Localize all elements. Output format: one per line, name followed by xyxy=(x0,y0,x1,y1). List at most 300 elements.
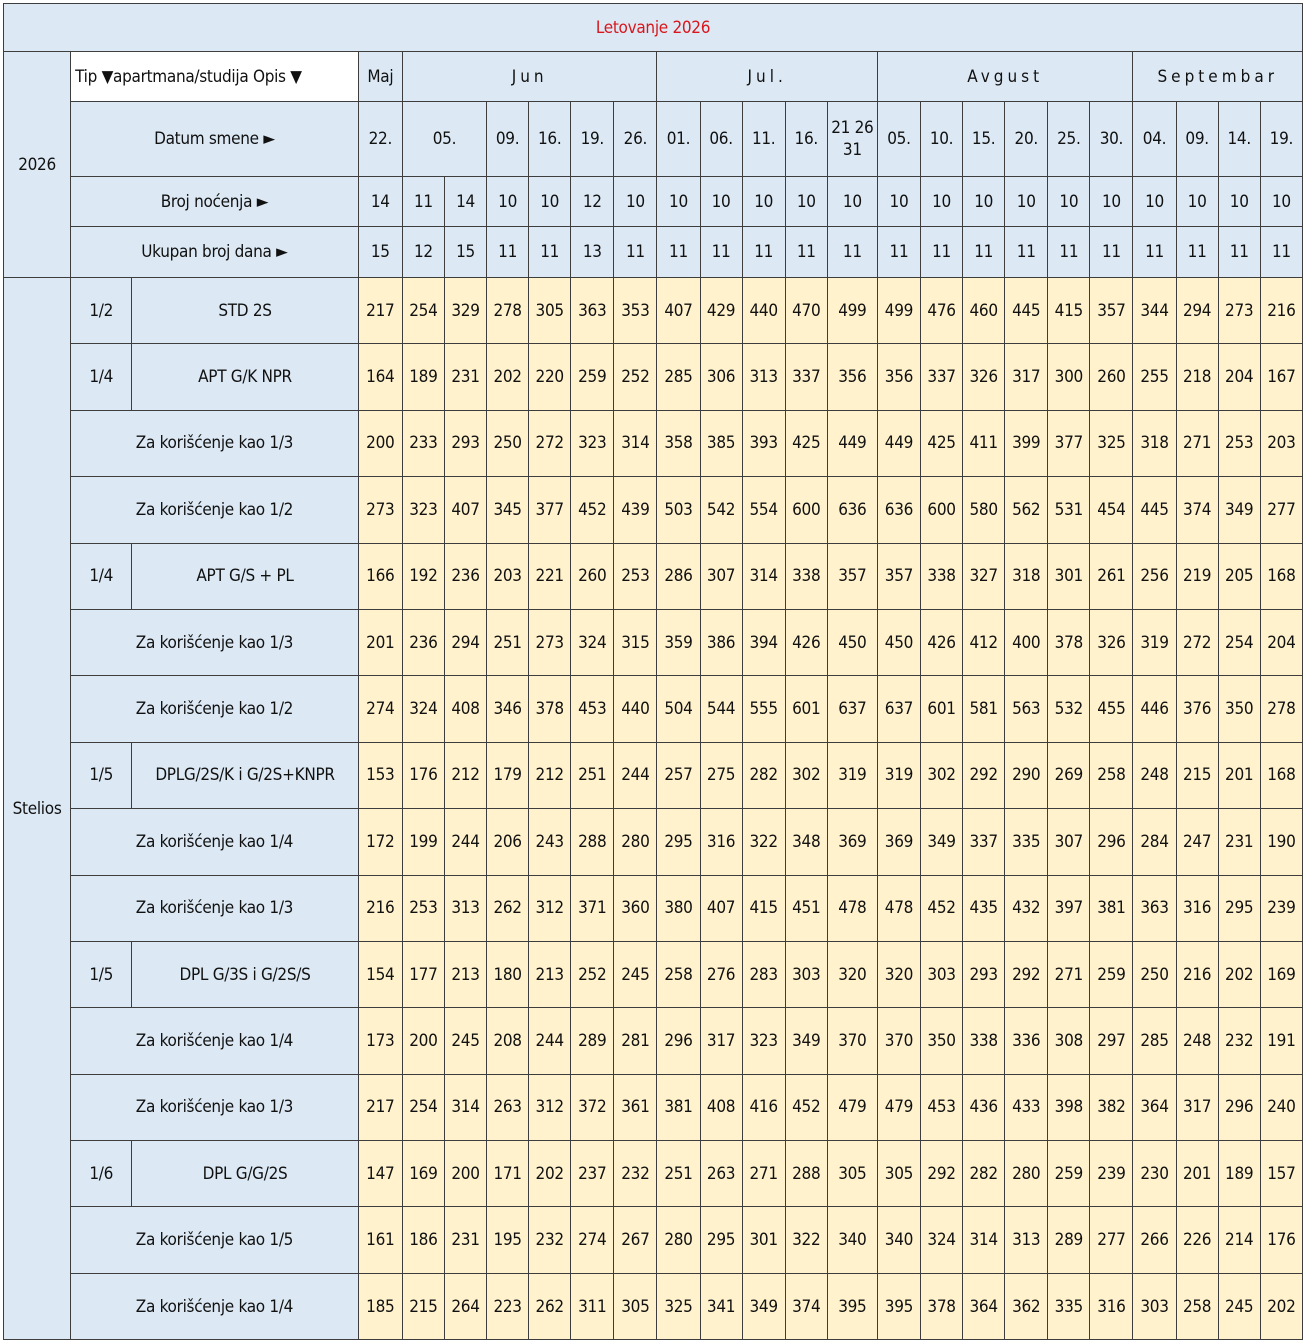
price-cell: 168 xyxy=(1260,543,1302,609)
usage-description: Za korišćenje kao 1/5 xyxy=(71,1207,359,1273)
price-cell: 172 xyxy=(358,809,402,875)
price-cell: 166 xyxy=(358,543,402,609)
price-cell: 314 xyxy=(742,543,785,609)
price-cell: 380 xyxy=(657,875,700,941)
shift-date: 09. xyxy=(487,102,529,177)
price-cell: 306 xyxy=(700,344,742,410)
price-cell: 454 xyxy=(1090,477,1133,543)
usage-description: Za korišćenje kao 1/4 xyxy=(71,1273,359,1339)
price-cell: 338 xyxy=(921,543,963,609)
price-cell: 185 xyxy=(358,1273,402,1339)
price-cell: 168 xyxy=(1260,742,1302,808)
room-type-code: 1/4 xyxy=(71,543,132,609)
price-cell: 283 xyxy=(742,941,785,1007)
nights-value: 10 xyxy=(785,177,827,227)
nights-value: 10 xyxy=(963,177,1005,227)
days-value: 15 xyxy=(358,227,402,278)
price-cell: 369 xyxy=(877,809,920,875)
shift-date: 14. xyxy=(1218,102,1260,177)
price-cell: 317 xyxy=(1005,344,1048,410)
price-cell: 357 xyxy=(877,543,920,609)
dates-row-label: Datum smene ► xyxy=(71,102,359,177)
price-cell: 470 xyxy=(785,278,827,344)
type-description-header: Tip ▼apartmana/studija Opis ▼ xyxy=(71,52,359,102)
price-cell: 341 xyxy=(700,1273,742,1339)
price-cell: 230 xyxy=(1133,1141,1176,1207)
price-cell: 190 xyxy=(1260,809,1302,875)
price-cell: 340 xyxy=(877,1207,920,1273)
price-cell: 253 xyxy=(614,543,657,609)
price-cell: 476 xyxy=(921,278,963,344)
price-cell: 273 xyxy=(529,609,571,675)
price-cell: 544 xyxy=(700,676,742,742)
usage-description: Za korišćenje kao 1/4 xyxy=(71,1008,359,1074)
shift-date: 10. xyxy=(921,102,963,177)
price-cell: 293 xyxy=(963,941,1005,1007)
price-cell: 358 xyxy=(657,410,700,476)
price-cell: 400 xyxy=(1005,609,1048,675)
days-value: 11 xyxy=(700,227,742,278)
price-cell: 295 xyxy=(657,809,700,875)
price-cell: 374 xyxy=(785,1273,827,1339)
room-type-code: 1/5 xyxy=(71,941,132,1007)
price-cell: 377 xyxy=(1048,410,1090,476)
price-cell: 226 xyxy=(1176,1207,1218,1273)
price-cell: 432 xyxy=(1005,875,1048,941)
price-cell: 370 xyxy=(877,1008,920,1074)
price-cell: 555 xyxy=(742,676,785,742)
price-cell: 305 xyxy=(827,1141,877,1207)
price-cell: 359 xyxy=(657,609,700,675)
days-value: 11 xyxy=(487,227,529,278)
price-cell: 200 xyxy=(402,1008,444,1074)
price-cell: 195 xyxy=(487,1207,529,1273)
price-cell: 271 xyxy=(742,1141,785,1207)
price-cell: 308 xyxy=(1048,1008,1090,1074)
price-cell: 259 xyxy=(1090,941,1133,1007)
days-value: 15 xyxy=(444,227,486,278)
price-cell: 203 xyxy=(487,543,529,609)
year-cell: 2026 xyxy=(4,52,71,278)
nights-row-label: Broj noćenja ► xyxy=(71,177,359,227)
price-cell: 251 xyxy=(657,1141,700,1207)
price-cell: 600 xyxy=(785,477,827,543)
price-cell: 200 xyxy=(444,1141,486,1207)
nights-value: 10 xyxy=(827,177,877,227)
price-cell: 601 xyxy=(785,676,827,742)
price-cell: 411 xyxy=(963,410,1005,476)
price-cell: 296 xyxy=(1218,1074,1260,1140)
price-cell: 280 xyxy=(657,1207,700,1273)
price-cell: 305 xyxy=(529,278,571,344)
price-cell: 504 xyxy=(657,676,700,742)
price-cell: 232 xyxy=(1218,1008,1260,1074)
price-cell: 218 xyxy=(1176,344,1218,410)
room-type-code: 1/4 xyxy=(71,344,132,410)
price-cell: 450 xyxy=(827,609,877,675)
price-cell: 260 xyxy=(571,543,614,609)
usage-description: Za korišćenje kao 1/2 xyxy=(71,477,359,543)
price-row xyxy=(4,344,1303,410)
shift-date: 15. xyxy=(963,102,1005,177)
price-cell: 503 xyxy=(657,477,700,543)
price-cell: 295 xyxy=(700,1207,742,1273)
price-cell: 451 xyxy=(785,875,827,941)
price-cell: 305 xyxy=(614,1273,657,1339)
days-value: 11 xyxy=(1218,227,1260,278)
price-cell: 408 xyxy=(444,676,486,742)
price-cell: 189 xyxy=(1218,1141,1260,1207)
price-cell: 262 xyxy=(487,875,529,941)
nights-value: 10 xyxy=(921,177,963,227)
price-cell: 271 xyxy=(1048,941,1090,1007)
nights-value: 11 xyxy=(402,177,444,227)
price-cell: 289 xyxy=(571,1008,614,1074)
price-cell: 289 xyxy=(1048,1207,1090,1273)
price-row xyxy=(4,1273,1303,1339)
nights-value: 10 xyxy=(1260,177,1302,227)
price-cell: 360 xyxy=(614,875,657,941)
price-cell: 231 xyxy=(1218,809,1260,875)
nights-value: 10 xyxy=(657,177,700,227)
price-cell: 253 xyxy=(402,875,444,941)
price-cell: 180 xyxy=(487,941,529,1007)
price-cell: 303 xyxy=(1133,1273,1176,1339)
price-cell: 220 xyxy=(529,344,571,410)
price-cell: 231 xyxy=(444,1207,486,1273)
price-cell: 216 xyxy=(1176,941,1218,1007)
price-row xyxy=(4,809,1303,875)
price-cell: 204 xyxy=(1218,344,1260,410)
price-row xyxy=(4,1074,1303,1140)
nights-value: 10 xyxy=(1176,177,1218,227)
price-cell: 452 xyxy=(785,1074,827,1140)
month-header: Avgust xyxy=(877,52,1133,102)
price-cell: 415 xyxy=(742,875,785,941)
price-cell: 201 xyxy=(1218,742,1260,808)
price-cell: 363 xyxy=(571,278,614,344)
price-cell: 313 xyxy=(444,875,486,941)
price-cell: 157 xyxy=(1260,1141,1302,1207)
price-cell: 325 xyxy=(657,1273,700,1339)
price-cell: 318 xyxy=(1133,410,1176,476)
room-type-description: DPL G/3S i G/2S/S xyxy=(132,941,359,1007)
price-row xyxy=(4,1207,1303,1273)
price-cell: 244 xyxy=(614,742,657,808)
price-cell: 223 xyxy=(487,1273,529,1339)
price-cell: 349 xyxy=(785,1008,827,1074)
price-cell: 349 xyxy=(921,809,963,875)
price-cell: 356 xyxy=(877,344,920,410)
price-cell: 581 xyxy=(963,676,1005,742)
price-cell: 416 xyxy=(742,1074,785,1140)
price-cell: 349 xyxy=(742,1273,785,1339)
price-cell: 349 xyxy=(1218,477,1260,543)
price-cell: 325 xyxy=(1090,410,1133,476)
price-cell: 201 xyxy=(1176,1141,1218,1207)
price-cell: 362 xyxy=(1005,1273,1048,1339)
shift-date: 19. xyxy=(571,102,614,177)
price-cell: 601 xyxy=(921,676,963,742)
usage-description: Za korišćenje kao 1/3 xyxy=(71,1074,359,1140)
price-cell: 369 xyxy=(827,809,877,875)
price-cell: 393 xyxy=(742,410,785,476)
price-cell: 348 xyxy=(785,809,827,875)
days-value: 11 xyxy=(1176,227,1218,278)
price-cell: 288 xyxy=(785,1141,827,1207)
room-type-description: APT G/S + PL xyxy=(132,543,359,609)
days-value: 11 xyxy=(529,227,571,278)
price-cell: 636 xyxy=(827,477,877,543)
price-cell: 453 xyxy=(571,676,614,742)
price-cell: 542 xyxy=(700,477,742,543)
price-cell: 319 xyxy=(827,742,877,808)
price-cell: 316 xyxy=(1176,875,1218,941)
price-cell: 259 xyxy=(1048,1141,1090,1207)
price-cell: 169 xyxy=(1260,941,1302,1007)
price-cell: 415 xyxy=(1048,278,1090,344)
price-cell: 278 xyxy=(487,278,529,344)
price-cell: 282 xyxy=(963,1141,1005,1207)
price-cell: 357 xyxy=(827,543,877,609)
price-cell: 205 xyxy=(1218,543,1260,609)
price-cell: 176 xyxy=(1260,1207,1302,1273)
price-cell: 262 xyxy=(529,1273,571,1339)
price-row xyxy=(4,875,1303,941)
nights-value: 14 xyxy=(444,177,486,227)
price-cell: 237 xyxy=(571,1141,614,1207)
price-cell: 303 xyxy=(921,941,963,1007)
price-cell: 440 xyxy=(742,278,785,344)
price-cell: 350 xyxy=(921,1008,963,1074)
price-cell: 292 xyxy=(963,742,1005,808)
price-cell: 322 xyxy=(785,1207,827,1273)
price-cell: 254 xyxy=(402,1074,444,1140)
price-cell: 248 xyxy=(1176,1008,1218,1074)
room-type-code: 1/6 xyxy=(71,1141,132,1207)
price-cell: 338 xyxy=(785,543,827,609)
price-cell: 338 xyxy=(963,1008,1005,1074)
price-cell: 280 xyxy=(1005,1141,1048,1207)
price-cell: 257 xyxy=(657,742,700,808)
price-cell: 200 xyxy=(358,410,402,476)
price-row xyxy=(4,609,1303,675)
price-cell: 532 xyxy=(1048,676,1090,742)
price-cell: 356 xyxy=(827,344,877,410)
price-cell: 171 xyxy=(487,1141,529,1207)
price-cell: 450 xyxy=(877,609,920,675)
price-cell: 408 xyxy=(700,1074,742,1140)
price-cell: 637 xyxy=(827,676,877,742)
nights-value: 10 xyxy=(529,177,571,227)
price-cell: 216 xyxy=(358,875,402,941)
price-cell: 266 xyxy=(1133,1207,1176,1273)
days-value: 13 xyxy=(571,227,614,278)
price-cell: 372 xyxy=(571,1074,614,1140)
usage-description: Za korišćenje kao 1/3 xyxy=(71,609,359,675)
price-cell: 284 xyxy=(1133,809,1176,875)
price-cell: 231 xyxy=(444,344,486,410)
price-cell: 378 xyxy=(529,676,571,742)
price-cell: 189 xyxy=(402,344,444,410)
price-cell: 398 xyxy=(1048,1074,1090,1140)
price-cell: 264 xyxy=(444,1273,486,1339)
usage-description: Za korišćenje kao 1/3 xyxy=(71,410,359,476)
price-cell: 219 xyxy=(1176,543,1218,609)
price-cell: 300 xyxy=(1048,344,1090,410)
price-cell: 216 xyxy=(1260,278,1302,344)
price-cell: 147 xyxy=(358,1141,402,1207)
price-cell: 294 xyxy=(1176,278,1218,344)
days-row-label: Ukupan broj dana ► xyxy=(71,227,359,278)
price-cell: 314 xyxy=(614,410,657,476)
price-cell: 320 xyxy=(877,941,920,1007)
price-cell: 376 xyxy=(1176,676,1218,742)
price-cell: 244 xyxy=(529,1008,571,1074)
price-cell: 337 xyxy=(963,809,1005,875)
price-cell: 276 xyxy=(700,941,742,1007)
price-cell: 192 xyxy=(402,543,444,609)
price-cell: 531 xyxy=(1048,477,1090,543)
price-cell: 267 xyxy=(614,1207,657,1273)
price-cell: 274 xyxy=(571,1207,614,1273)
price-cell: 395 xyxy=(827,1273,877,1339)
price-cell: 250 xyxy=(487,410,529,476)
price-cell: 296 xyxy=(1090,809,1133,875)
price-cell: 399 xyxy=(1005,410,1048,476)
price-cell: 307 xyxy=(700,543,742,609)
price-cell: 302 xyxy=(785,742,827,808)
price-cell: 263 xyxy=(487,1074,529,1140)
price-row xyxy=(4,477,1303,543)
days-value: 11 xyxy=(963,227,1005,278)
price-cell: 254 xyxy=(1218,609,1260,675)
price-cell: 240 xyxy=(1260,1074,1302,1140)
price-cell: 281 xyxy=(614,1008,657,1074)
price-cell: 312 xyxy=(529,875,571,941)
price-cell: 154 xyxy=(358,941,402,1007)
price-cell: 292 xyxy=(1005,941,1048,1007)
shift-date: 19. xyxy=(1260,102,1302,177)
price-cell: 345 xyxy=(487,477,529,543)
price-cell: 244 xyxy=(444,809,486,875)
price-cell: 164 xyxy=(358,344,402,410)
price-cell: 251 xyxy=(571,742,614,808)
price-row xyxy=(4,941,1303,1007)
shift-date: 06. xyxy=(700,102,742,177)
price-cell: 258 xyxy=(657,941,700,1007)
usage-description: Za korišćenje kao 1/2 xyxy=(71,676,359,742)
price-cell: 363 xyxy=(1133,875,1176,941)
price-cell: 460 xyxy=(963,278,1005,344)
price-cell: 378 xyxy=(921,1273,963,1339)
price-cell: 499 xyxy=(827,278,877,344)
price-cell: 201 xyxy=(358,609,402,675)
shift-date: 30. xyxy=(1090,102,1133,177)
days-value: 11 xyxy=(1260,227,1302,278)
price-cell: 245 xyxy=(614,941,657,1007)
price-cell: 213 xyxy=(444,941,486,1007)
price-cell: 364 xyxy=(963,1273,1005,1339)
price-cell: 381 xyxy=(1090,875,1133,941)
price-cell: 199 xyxy=(402,809,444,875)
price-cell: 258 xyxy=(1090,742,1133,808)
price-cell: 364 xyxy=(1133,1074,1176,1140)
month-header: Jul. xyxy=(657,52,877,102)
price-cell: 278 xyxy=(1260,676,1302,742)
price-cell: 303 xyxy=(785,941,827,1007)
price-cell: 236 xyxy=(444,543,486,609)
price-cell: 327 xyxy=(963,543,1005,609)
price-cell: 179 xyxy=(487,742,529,808)
price-cell: 153 xyxy=(358,742,402,808)
price-cell: 261 xyxy=(1090,543,1133,609)
month-header: Jun xyxy=(402,52,657,102)
days-value: 11 xyxy=(1090,227,1133,278)
price-cell: 186 xyxy=(402,1207,444,1273)
price-cell: 248 xyxy=(1133,742,1176,808)
hotel-name: Stelios xyxy=(4,278,71,1340)
price-cell: 202 xyxy=(529,1141,571,1207)
price-cell: 213 xyxy=(529,941,571,1007)
price-cell: 452 xyxy=(571,477,614,543)
price-cell: 301 xyxy=(1048,543,1090,609)
shift-date: 04. xyxy=(1133,102,1176,177)
price-row xyxy=(4,676,1303,742)
price-cell: 280 xyxy=(614,809,657,875)
price-cell: 353 xyxy=(614,278,657,344)
price-row xyxy=(4,410,1303,476)
price-cell: 255 xyxy=(1133,344,1176,410)
nights-value: 14 xyxy=(358,177,402,227)
price-cell: 600 xyxy=(921,477,963,543)
price-cell: 433 xyxy=(1005,1074,1048,1140)
price-cell: 191 xyxy=(1260,1008,1302,1074)
price-cell: 386 xyxy=(700,609,742,675)
price-cell: 337 xyxy=(785,344,827,410)
price-cell: 256 xyxy=(1133,543,1176,609)
price-cell: 275 xyxy=(700,742,742,808)
price-cell: 346 xyxy=(487,676,529,742)
price-cell: 202 xyxy=(487,344,529,410)
price-cell: 445 xyxy=(1133,477,1176,543)
price-cell: 204 xyxy=(1260,609,1302,675)
price-cell: 329 xyxy=(444,278,486,344)
price-cell: 453 xyxy=(921,1074,963,1140)
price-cell: 499 xyxy=(877,278,920,344)
price-cell: 232 xyxy=(529,1207,571,1273)
price-cell: 314 xyxy=(444,1074,486,1140)
price-cell: 370 xyxy=(827,1008,877,1074)
price-cell: 449 xyxy=(827,410,877,476)
price-cell: 344 xyxy=(1133,278,1176,344)
price-cell: 340 xyxy=(827,1207,877,1273)
price-row xyxy=(4,1008,1303,1074)
price-cell: 252 xyxy=(571,941,614,1007)
nights-value: 10 xyxy=(700,177,742,227)
room-type-code: 1/2 xyxy=(71,278,132,344)
price-cell: 177 xyxy=(402,941,444,1007)
price-cell: 324 xyxy=(571,609,614,675)
price-cell: 217 xyxy=(358,1074,402,1140)
days-value: 11 xyxy=(785,227,827,278)
price-cell: 307 xyxy=(1048,809,1090,875)
price-row xyxy=(4,543,1303,609)
days-value: 11 xyxy=(827,227,877,278)
price-cell: 319 xyxy=(877,742,920,808)
nights-value: 10 xyxy=(1133,177,1176,227)
room-type-description: DPLG/2S/K i G/2S+KNPR xyxy=(132,742,359,808)
